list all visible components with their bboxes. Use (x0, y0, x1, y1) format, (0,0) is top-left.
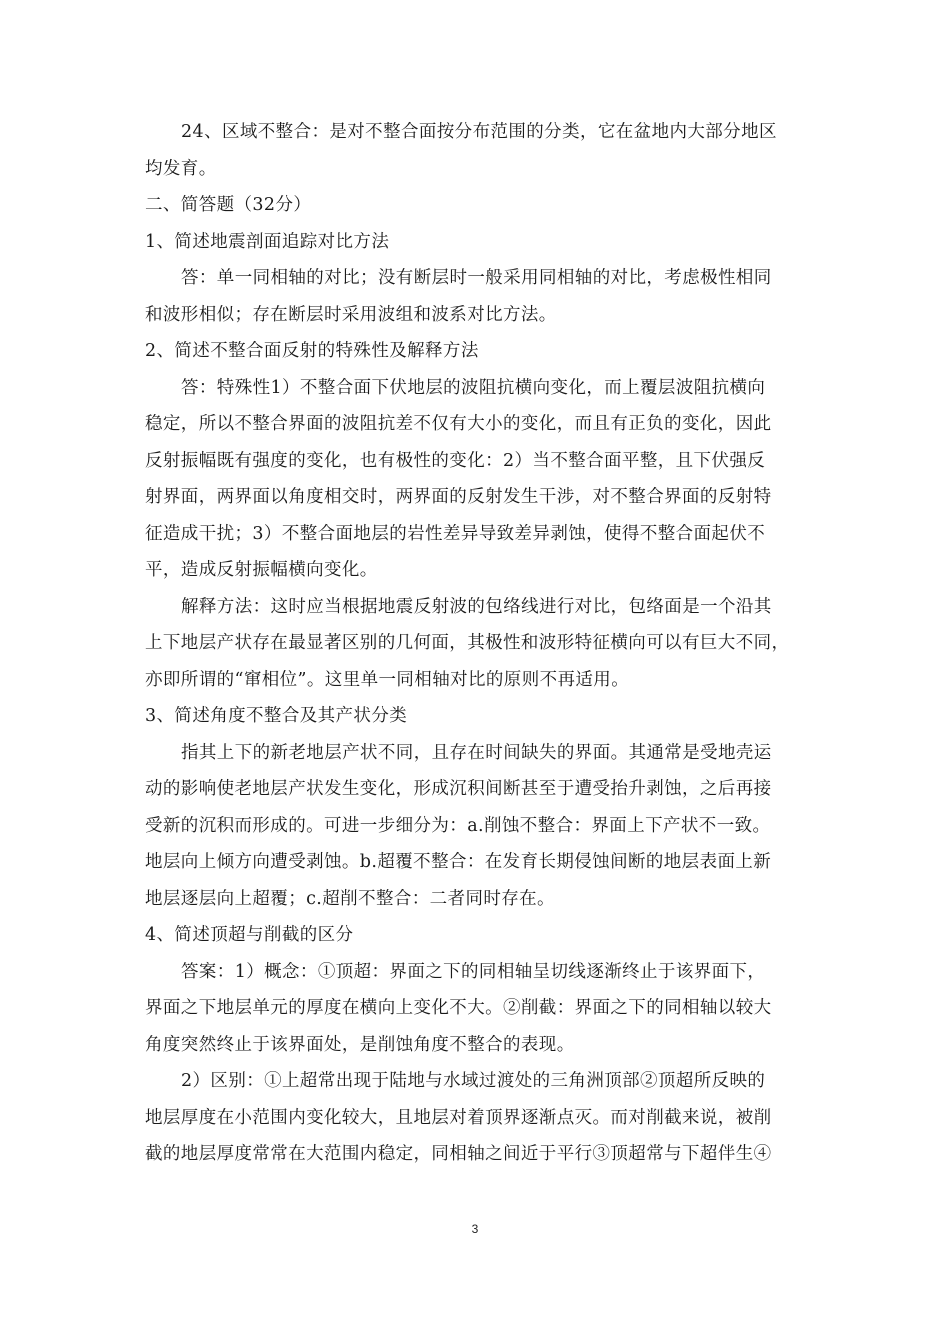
text-line: 答：单一同相轴的对比；没有断层时一般采用同相轴的对比，考虑极性相同 (181, 268, 772, 288)
text-line: 地层向上倾方向遭受剥蚀。b.超覆不整合：在发育长期侵蚀间断的地层表面上新 (145, 852, 772, 872)
text-line: 均发育。 (145, 158, 217, 179)
text-line: 征造成干扰；3）不整合面地层的岩性差异导致差异剥蚀，使得不整合面起伏不 (145, 523, 766, 544)
text-line: 指其上下的新老地层产状不同，且存在时间缺失的界面。其通常是受地壳运 (181, 742, 772, 763)
text-line: 24、区域不整合：是对不整合面按分布范围的分类，它在盆地内大部分地区 (181, 122, 777, 142)
text-line: 稳定，所以不整合界面的波阻抗差不仅有大小的变化，而且有正负的变化，因此 (145, 414, 772, 434)
text-line: 答案：1）概念：①顶超：界面之下的同相轴呈切线逐渐终止于该界面下， (181, 961, 766, 982)
text-line: 答：特殊性1）不整合面下伏地层的波阻抗横向变化，而上覆层波阻抗横向 (181, 377, 766, 398)
text-line: 4、简述顶超与削截的区分 (145, 925, 354, 945)
text-line: 界面之下地层单元的厚度在横向上变化不大。②削截：界面之下的同相轴以较大 (145, 998, 772, 1018)
text-line: 角度突然终止于该界面处，是削蚀角度不整合的表现。 (145, 1034, 575, 1055)
text-line: 2）区别：①上超常出现于陆地与水域过渡处的三角洲顶部②顶超所反映的 (181, 1071, 766, 1091)
text-line: 动的影响使老地层产状发生变化，形成沉积间断甚至于遭受抬升剥蚀，之后再接 (145, 779, 772, 799)
text-line: 亦即所谓的“窜相位”。这里单一同相轴对比的原则不再适用。 (145, 669, 630, 690)
text-line: 反射振幅既有强度的变化，也有极性的变化：2）当不整合面平整，且下伏强反 (145, 450, 766, 471)
text-line: 解释方法：这时应当根据地震反射波的包络线进行对比，包络面是一个沿其 (181, 596, 772, 617)
text-line: 截的地层厚度常常在大范围内稳定，同相轴之间近于平行③顶超常与下超伴生④ (145, 1144, 772, 1164)
text-line: 和波形相似；存在断层时采用波组和波系对比方法。 (145, 304, 557, 325)
text-line: 平，造成反射振幅横向变化。 (145, 560, 378, 580)
text-line: 地层厚度在小范围内变化较大，且地层对着顶界逐渐点灭。而对削截来说，被削 (145, 1107, 772, 1128)
document-body (145, 114, 815, 1173)
text-line: 1、简述地震剖面追踪对比方法 (145, 231, 390, 252)
text-line: 受新的沉积而形成的。可进一步细分为：a.削蚀不整合：界面上下产状不一致。 (145, 815, 771, 836)
text-line: 射界面，两界面以角度相交时，两界面的反射发生干涉，对不整合界面的反射特 (145, 487, 772, 507)
text-line: 3、简述角度不整合及其产状分类 (145, 706, 408, 726)
text-line: 上下地层产状存在最显著区别的几何面，其极性和波形特征横向可以有巨大不同， (145, 633, 790, 653)
page-number: 3 (471, 1222, 479, 1236)
text-line: 二、简答题（32分） (145, 195, 312, 215)
text-line: 2、简述不整合面反射的特殊性及解释方法 (145, 341, 479, 361)
text-line: 地层逐层向上超覆；c.超削不整合：二者同时存在。 (145, 888, 555, 909)
